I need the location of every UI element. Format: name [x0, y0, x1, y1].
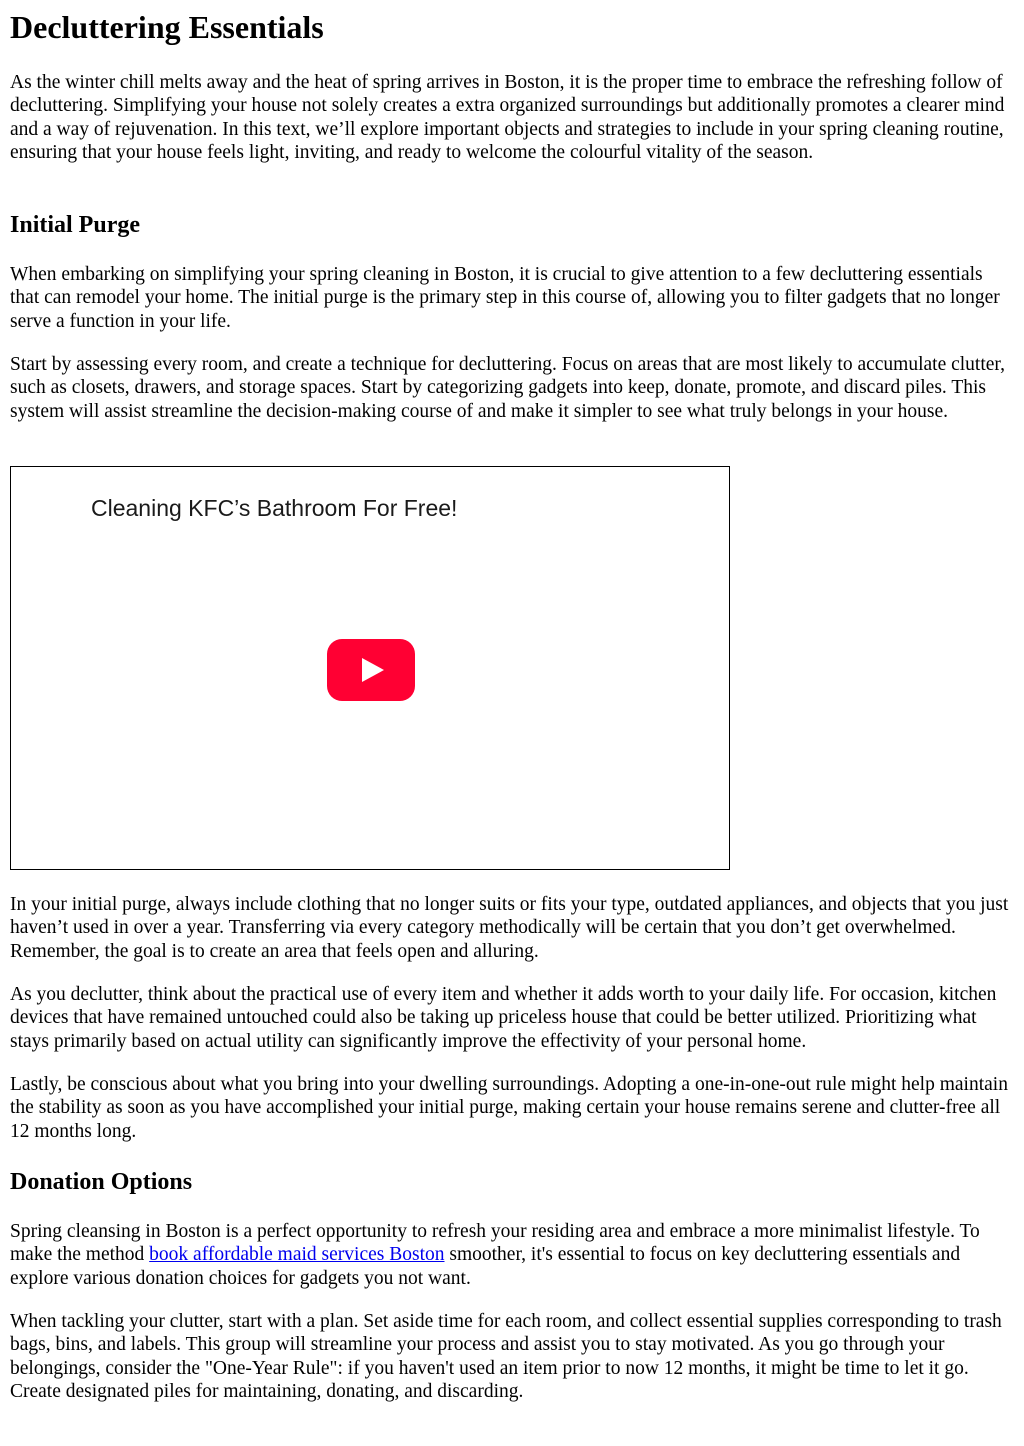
initial-purge-paragraph-2: Start by assessing every room, and create a technique for decluttering. Focus on areas that are most likely to accumulate clutter, such as closets, drawers, and storage spaces. Start by categorizing gadgets into keep, donate, promote, and discard piles. This system will assist streamline the decision-making course of and make it simpler to see what truly belongs in your house.: [10, 354, 1005, 422]
initial-purge-paragraph-3: In your initial purge, always include clothing that no longer suits or fits your type, outdated appliances, and objects that you just haven’t used in over a year. Transferring via every category methodically will be certain that you don’t get overwhelmed. Remember, the goal is to create an area that feels open and alluring.: [10, 894, 1009, 962]
donation-paragraph-1: [10, 1220, 1016, 1290]
donation-paragraph-2: When tackling your clutter, start with a plan. Set aside time for each room, and collect essential supplies corresponding to trash bags, bins, and labels. This group will streamline your process and assist you to stay motivated. As you go through your belongings, consider the "One-Year Rule": if you haven't used an item prior to now 12 months, it might be time to let it go. Create designated piles for maintaining, donating, and discarding.: [10, 1311, 1002, 1402]
section-heading-initial-purge: Initial Purge: [10, 212, 140, 238]
intro-paragraph: As the winter chill melts away and the heat of spring arrives in Boston, it is the proper time to embrace the refreshing follow of decluttering. Simplifying your house not solely creates a extra organized surroundings but additionally promotes a clearer mind and a way of rejuvenation. In this text, we’ll explore important objects and strategies to include in your spring cleaning routine, ensuring that your house feels light, inviting, and ready to welcome the colourful vitality of the season.: [10, 72, 1005, 163]
initial-purge-paragraph-1: When embarking on simplifying your spring cleaning in Boston, it is crucial to give attention to a few decluttering essentials that can remodel your home. The initial purge is the primary step in this course of, allowing you to filter gadgets that no longer serve a function in your life.: [10, 264, 1000, 332]
youtube-play-icon[interactable]: [327, 639, 415, 701]
video-embed[interactable]: [10, 466, 730, 870]
video-title[interactable]: Cleaning KFC’s Bathroom For Free!: [91, 495, 458, 521]
page-title: Decluttering Essentials: [10, 9, 324, 45]
section-heading-donation-options: Donation Options: [10, 1169, 193, 1195]
maid-services-link[interactable]: book affordable maid services Boston: [149, 1244, 445, 1266]
donation-paragraph-1-end: smoother, it's essential to focus on key decluttering essentials and explore various donation choices for gadgets you not want.: [10, 1244, 961, 1289]
initial-purge-paragraph-5: Lastly, be conscious about what you bring into your dwelling surroundings. Adopting a one-in-one-out rule might help maintain the stability as soon as you have accomplished your initial purge, making certain your house remains serene and clutter-free all 12 months long.: [10, 1074, 1008, 1142]
initial-purge-paragraph-4: As you declutter, think about the practical use of every item and whether it adds worth to your daily life. For occasion, kitchen devices that have remained untouched could also be taking up priceless house that could be better utilized. Prioritizing what stays primarily based on actual utility can significantly improve the effectivity of your personal home.: [10, 984, 997, 1052]
donation-paragraph-1-start: Spring cleansing in Boston is a perfect opportunity to refresh your residing area and embrace a more minimalist lifestyle. To make the method: [10, 1221, 980, 1266]
